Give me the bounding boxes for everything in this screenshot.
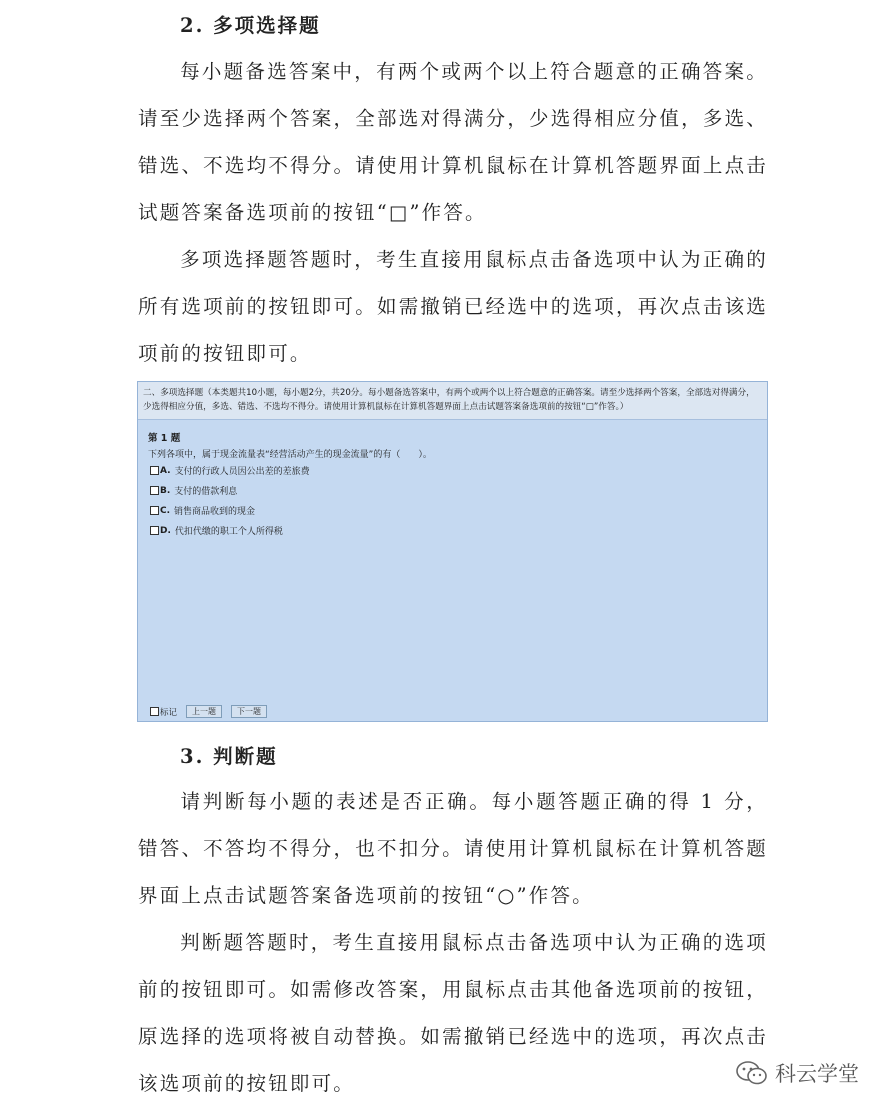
option-c[interactable] bbox=[150, 504, 255, 517]
question-nav-bar bbox=[150, 705, 267, 718]
exam-screenshot bbox=[137, 381, 768, 722]
option-letter: B. bbox=[160, 485, 171, 496]
prev-question-button[interactable]: 上一题 bbox=[186, 705, 222, 718]
question-stem: 下列各项中，属于现金流量表“经营活动产生的现金流量”的有（ ）。 bbox=[148, 450, 432, 460]
option-letter: C. bbox=[160, 505, 171, 516]
section2-heading: 2. 多项选择题 bbox=[180, 14, 321, 37]
section3-heading: 3. 判断题 bbox=[180, 745, 278, 768]
watermark-text: 科云学堂 bbox=[775, 1062, 859, 1086]
option-a[interactable] bbox=[150, 464, 310, 477]
option-text: 支付的借款利息 bbox=[174, 487, 238, 497]
watermark bbox=[735, 1058, 859, 1088]
section3-paragraph-2: 判断题答题时，考生直接用鼠标点击备选项中认为正确的选项前的按钮即可。如需修改答案，用鼠标点击其他备选项前的按钮，原选择的选项将被自动替换。如需撤销已经选中的选项，再次点击该选项前的按钮即可。 bbox=[138, 931, 768, 1095]
section3-paragraph-1: 请判断每小题的表述是否正确。每小题答题正确的得 1 分，错答、不答均不得分，也不扣分。请使用计算机鼠标在计算机答题界面上点击试题答案备选项前的按钮“○”作答。 bbox=[138, 790, 768, 907]
checkbox-icon[interactable] bbox=[150, 506, 159, 515]
mark-checkbox-icon[interactable] bbox=[150, 707, 159, 716]
checkbox-icon[interactable] bbox=[150, 486, 159, 495]
checkbox-icon[interactable] bbox=[150, 466, 159, 475]
option-text: 代扣代缴的职工个人所得税 bbox=[174, 527, 283, 537]
option-text: 支付的行政人员因公出差的差旅费 bbox=[174, 467, 310, 477]
checkbox-icon[interactable] bbox=[150, 526, 159, 535]
next-question-button[interactable]: 下一题 bbox=[231, 705, 267, 718]
section2-paragraph-1: 每小题备选答案中，有两个或两个以上符合题意的正确答案。请至少选择两个答案，全部选对得满分，少选得相应分值，多选、错选、不选均不得分。请使用计算机鼠标在计算机答题界面上点击试题答案备选项前的按钮“□”作答。 bbox=[138, 60, 768, 224]
option-text: 销售商品收到的现金 bbox=[174, 507, 256, 517]
wechat-icon bbox=[735, 1060, 769, 1086]
mark-label: 标记 bbox=[160, 707, 178, 718]
exam-section-header: 二、多项选择题（本类题共10小题，每小题2分，共20分。每小题备选答案中，有两个或两个以上符合题意的正确答案。请至少选择两个答案，全部选对得满分，少选得相应分值，多选、错选、不选均不得分。请使用计算机鼠标在计算机答题界面上点击试题答案备选项前的按钮“□”作答。） bbox=[138, 382, 767, 420]
option-letter: D. bbox=[160, 525, 171, 536]
option-d[interactable] bbox=[150, 524, 283, 537]
question-title: 第 1 题 bbox=[148, 433, 181, 444]
option-letter: A. bbox=[160, 465, 171, 476]
section2-paragraph-2: 多项选择题答题时，考生直接用鼠标点击备选项中认为正确的所有选项前的按钮即可。如需撤销已经选中的选项，再次点击该选项前的按钮即可。 bbox=[138, 248, 768, 365]
option-b[interactable] bbox=[150, 484, 237, 497]
